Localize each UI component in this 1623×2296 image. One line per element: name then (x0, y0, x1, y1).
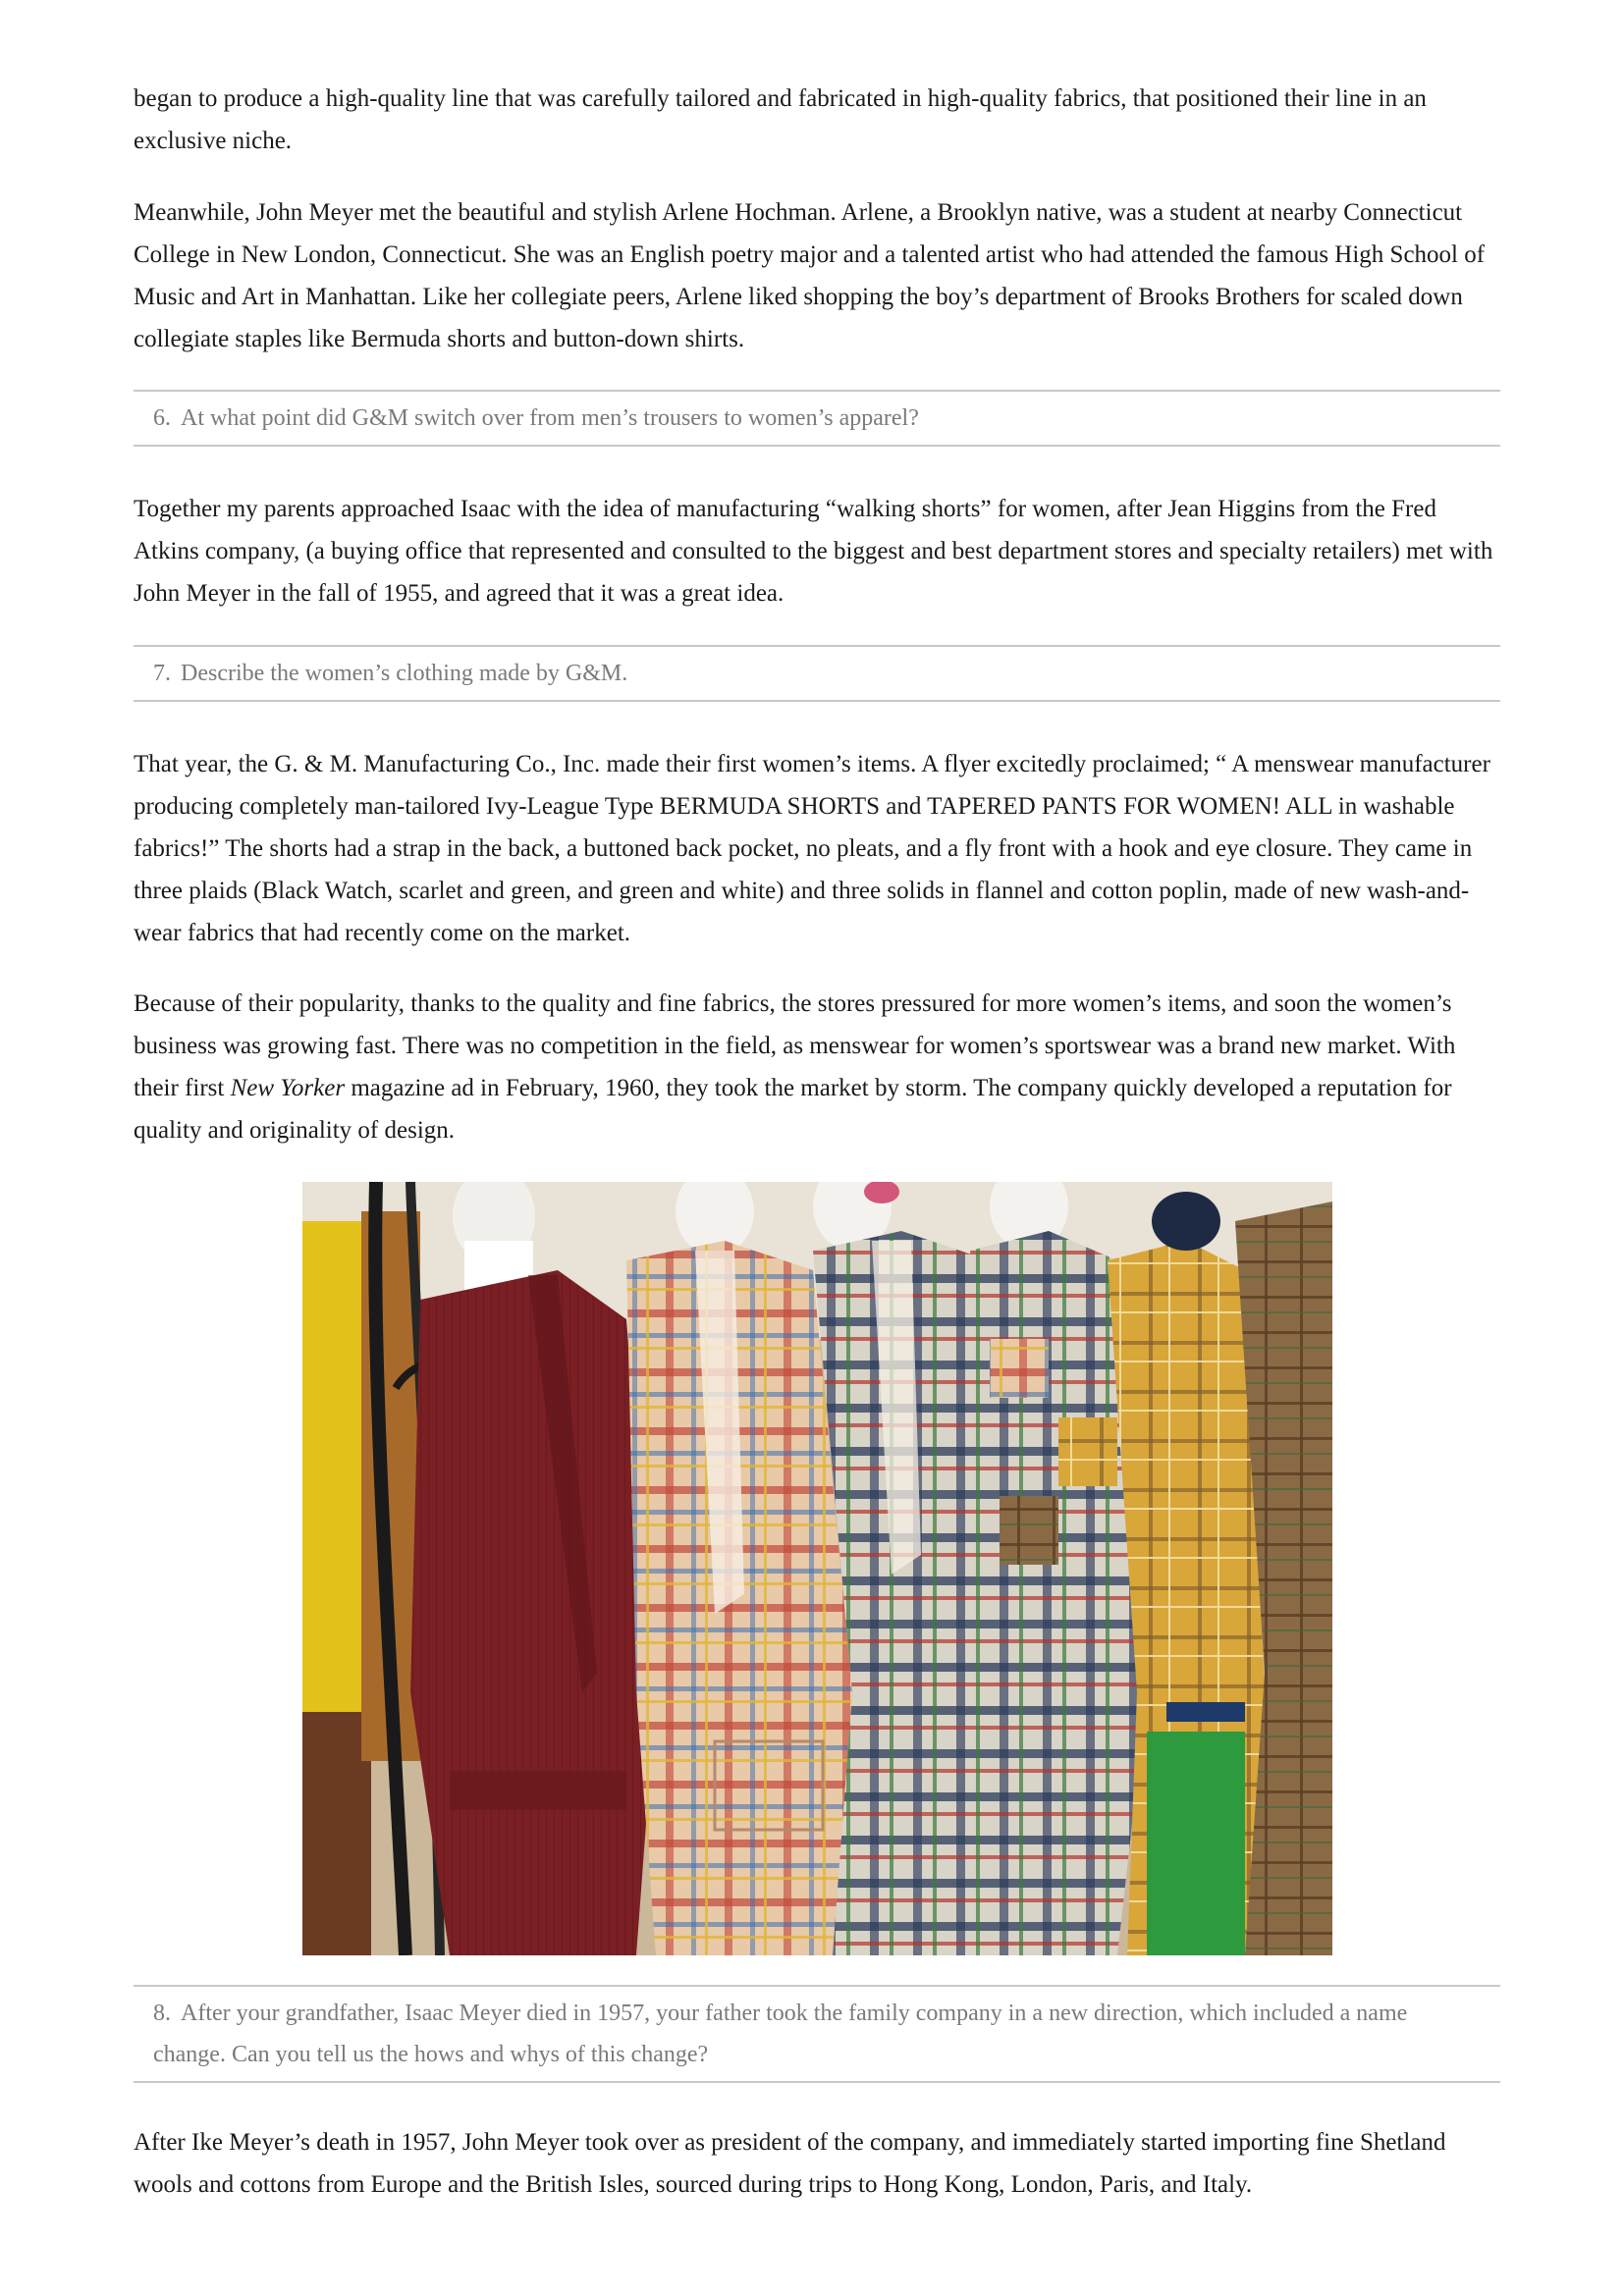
question-7 (134, 645, 1500, 702)
question-number: 7. (153, 661, 171, 686)
paragraph-6: After Ike Meyer’s death in 1957, John Meyer took over as president of the company, and immediately started importing fine Shetland wools and cottons from Europe and the British Isles, sourced during trips to Hong Kong, London, Paris, and Italy. (134, 2129, 1446, 2198)
clothing-rack-photo (302, 1182, 1332, 1955)
question-text: Describe the women’s clothing made by G&M. (181, 661, 628, 686)
paragraph-2: Meanwhile, John Meyer met the beautiful and stylish Arlene Hochman. Arlene, a Brooklyn native, was a student at nearby Connecticut College in New London, Connecticut. She was an English poetry major and a talented artist who had attended the famous High School of Music and Art in Manhattan. Like her collegiate peers, Arlene liked shopping the boy’s department of Brooks Brothers for scaled down collegiate staples like Bermuda shorts and button-down shirts. (134, 199, 1486, 352)
question-number: 6. (153, 405, 171, 431)
question-8 (134, 1985, 1500, 2083)
question-6 (134, 390, 1500, 447)
paragraph-1: began to produce a high-quality line that was carefully tailored and fabricated in high-quality fabrics, that positioned their line in an exclusive niche. (134, 85, 1427, 154)
magazine-title: New Yorker (230, 1075, 346, 1101)
question-text: At what point did G&M switch over from men’s trousers to women’s apparel? (181, 405, 919, 431)
question-text: After your grandfather, Isaac Meyer died in 1957, your father took the family company in a new direction, which included a name change. Can you tell us the hows and whys of this change? (153, 2001, 1408, 2067)
paragraph-3: Together my parents approached Isaac with the idea of manufacturing “walking shorts” for women, after Jean Higgins from the Fred Atkins company, (a buying office that represented and consulted to the biggest and best department stores and specialty retailers) met with John Meyer in the fall of 1955, and agreed that it was a great idea. (134, 496, 1493, 607)
paragraph-4: That year, the G. & M. Manufacturing Co., Inc. made their first women’s items. A flyer excitedly proclaimed; “ A menswear manufacturer producing completely man-tailored Ivy-League Type BERMUDA SHORTS and TAPERED PANTS FOR WOMEN! ALL in washable fabrics!” The shorts had a strap in the back, a buttoned back pocket, no pleats, and a fly front with a hook and eye closure. They came in three plaids (Black Watch, scarlet and green, and green and white) and three solids in flannel and cotton poplin, made of new wash-and-wear fabrics that had recently come on the market. (134, 751, 1490, 946)
question-number: 8. (153, 2001, 171, 2026)
paragraph-5: Because of their popularity, thanks to the quality and fine fabrics, the stores pressured for more women’s items, and soon the women’s business was growing fast. There was no competition in the field, as menswear for women’s sportswear was a brand new market. With their first New Yorker magazine ad in February, 1960, they took the market by storm. The company quickly developed a reputation for quality and originality of design. (134, 990, 1456, 1144)
